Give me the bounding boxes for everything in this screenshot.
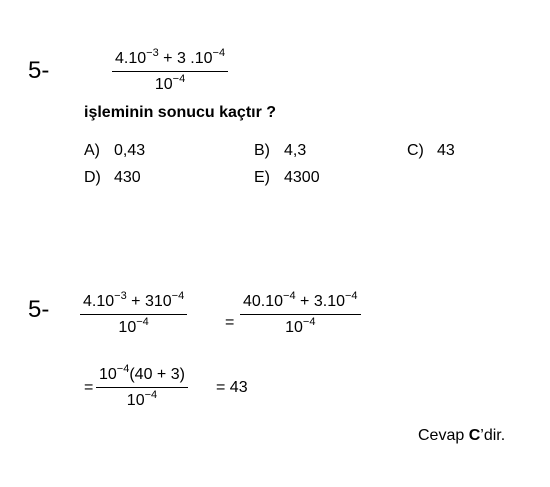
solution-left-denominator: $10^{-4}$ (118, 316, 149, 336)
answer-text: Cevap C’dir. (418, 427, 506, 444)
question-denominator: $10^{-4}$ (154, 73, 186, 93)
solution-step2-numerator: $10^{-4}(40 + 3)$ (96, 366, 188, 388)
solution-equals: = (225, 314, 235, 331)
question-prompt: işleminin sonucu kaçtır ? (84, 104, 277, 121)
solution-right-denominator: $10^{-4}$ (285, 316, 316, 336)
solution-step2-fraction (96, 363, 188, 410)
solution-right-fraction (240, 290, 361, 337)
solution-number: 5- (28, 296, 50, 323)
question-number: 5- (28, 57, 50, 84)
solution-right-numerator: $40.10^{-4} + 3.10^{-4}$ (240, 293, 361, 315)
option-a: A) 0,43 (84, 142, 146, 159)
solution-left-numerator: $4.10^{-3} + 310^{-4}$ (80, 293, 187, 315)
question-fraction (112, 47, 228, 94)
option-b: B) 4,3 (254, 142, 307, 159)
solution-step2-denominator: $10^{-4}$ (126, 389, 158, 409)
option-e: E) 4300 (254, 169, 320, 186)
option-d: D) 430 (84, 169, 141, 186)
solution-left-fraction (80, 290, 187, 337)
solution-step2-lead: = (84, 379, 94, 396)
question-numerator: $4.10^{-3} + 3$ $.10^{-4}$ (112, 50, 228, 72)
solution-result: = 43 (216, 379, 248, 396)
option-c: C) 43 (407, 142, 455, 159)
